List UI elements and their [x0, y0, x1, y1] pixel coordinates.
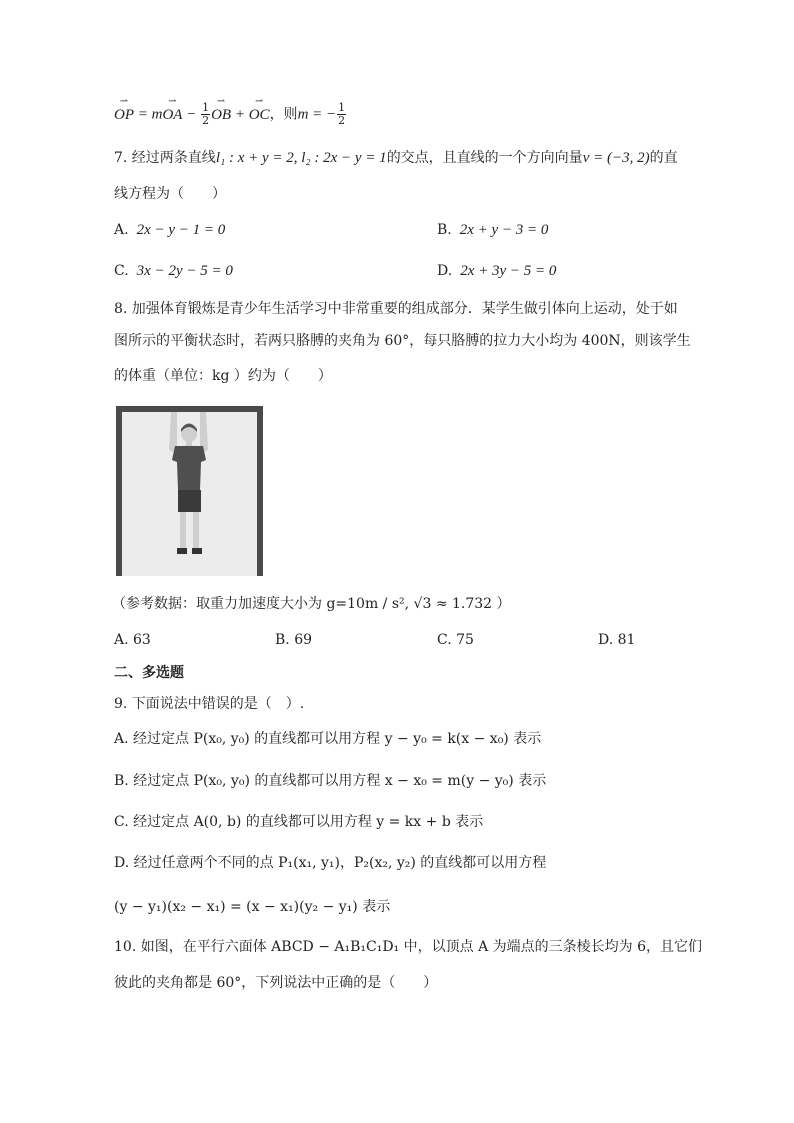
section-title: 二、多选题	[114, 665, 184, 681]
vector-op: ⇀ OP	[114, 105, 134, 125]
q9-stem: 9. 下面说法中错误的是（ ）.	[114, 696, 305, 712]
q9-option-a[interactable]: A. 经过定点 P(x₀, y₀) 的直线都可以用方程 y − y₀ = k(x − x₀) 表示	[114, 731, 542, 747]
q7-option-b[interactable]	[437, 220, 548, 240]
q7-stem-part2: 的交点，且直线的一个方向向量	[386, 150, 583, 166]
q9-option-d-continuation: (y − y₁)(x₂ − x₁) = (x − x₁)(y₂ − y₁) 表示	[114, 899, 391, 915]
pull-up-bar	[116, 406, 263, 412]
option-label: D.	[437, 263, 453, 279]
minus-text: −	[182, 106, 201, 123]
option-label: A.	[114, 222, 129, 238]
option-label: D.	[598, 632, 614, 648]
option-label: C.	[114, 263, 129, 279]
option-label: B.	[275, 632, 290, 648]
separator-text: ，则	[269, 106, 298, 123]
option-label: C.	[437, 632, 452, 648]
left-post	[116, 406, 122, 576]
option-math: 2x + 3y − 5 = 0	[460, 263, 557, 279]
q8-reference: （参考数据：取重力加速度大小为 g=10m / s², √3 ≈ 1.732 ）	[112, 596, 511, 612]
q7-option-d[interactable]	[437, 261, 556, 281]
q10-stem-line1: 10. 如图，在平行六面体 ABCD − A₁B₁C₁D₁ 中，以顶点 A 为端点的三条棱长均为 6，且它们	[114, 939, 702, 955]
q8-option-a[interactable]	[114, 630, 151, 650]
option-value: 63	[133, 632, 151, 648]
q7-stem-part3: 的直	[649, 150, 678, 166]
left-shoe	[177, 548, 187, 554]
shorts	[178, 490, 201, 512]
option-math: 2x − y − 1 = 0	[136, 222, 226, 238]
q9-option-b[interactable]: B. 经过定点 P(x₀, y₀) 的直线都可以用方程 x − x₀ = m(y − y₀) 表示	[114, 773, 547, 789]
q7-lines-math: l₁ : x + y = 2, l₂ : 2x − y = 1	[215, 150, 387, 166]
q8-option-b[interactable]	[275, 630, 312, 650]
q8-stem-line3: 的体重（单位：kg ）约为（ ）	[114, 368, 332, 384]
previous-answer-line	[114, 102, 347, 127]
q9-option-c[interactable]: C. 经过定点 A(0, b) 的直线都可以用方程 y = kx + b 表示	[114, 814, 484, 830]
q7-stem-line1	[114, 148, 678, 168]
q9-option-d[interactable]: D. 经过任意两个不同的点 P₁(x₁, y₁)，P₂(x₂, y₂) 的直线都可以用方程	[114, 855, 547, 871]
q7-vector-math: v = (−3, 2)	[582, 150, 650, 166]
q8-option-c[interactable]	[437, 630, 474, 650]
q7-stem-part1: 7. 经过两条直线	[114, 150, 216, 166]
result-text: m = −	[297, 106, 337, 123]
result-fraction: $\frac{1}{2}$	[338, 101, 346, 127]
q8-stem-line2: 图所示的平衡状态时，若两只胳膊的夹角为 60°，每只胳膊的拉力大小均为 400N，则该学生	[114, 333, 691, 349]
option-label: A.	[114, 632, 129, 648]
right-post	[257, 406, 263, 576]
pull-up-figure	[114, 404, 264, 576]
q8-stem-line1: 8. 加强体育锻炼是青少年生活学习中非常重要的组成部分．某学生做引体向上运动，处于如	[114, 301, 678, 317]
q7-option-c[interactable]	[114, 261, 233, 281]
option-value: 75	[456, 632, 474, 648]
neck	[186, 441, 192, 446]
option-math: 3x − 2y − 5 = 0	[136, 263, 233, 279]
eq-text: = m	[134, 106, 163, 123]
q10-stem-line2: 彼此的夹角都是 60°，下列说法中正确的是（ ）	[114, 975, 438, 991]
option-value: 69	[294, 632, 313, 648]
vector-ob: ⇀ OB	[211, 105, 231, 125]
q7-stem-line2: 线方程为（ ）	[114, 186, 226, 202]
q7-option-a[interactable]	[114, 220, 225, 240]
q8-option-d[interactable]	[598, 630, 635, 650]
vector-oa: ⇀ OA	[162, 105, 182, 125]
option-value: 81	[617, 632, 636, 648]
right-leg	[193, 512, 199, 548]
option-math: 2x + y − 3 = 0	[459, 222, 549, 238]
left-leg	[180, 512, 186, 548]
fraction-half: $\frac{1}{2}$	[202, 101, 210, 127]
option-label: B.	[437, 222, 452, 238]
vector-oc: ⇀ OC	[249, 105, 270, 125]
right-shoe	[192, 548, 202, 554]
plus-text: +	[231, 106, 249, 123]
